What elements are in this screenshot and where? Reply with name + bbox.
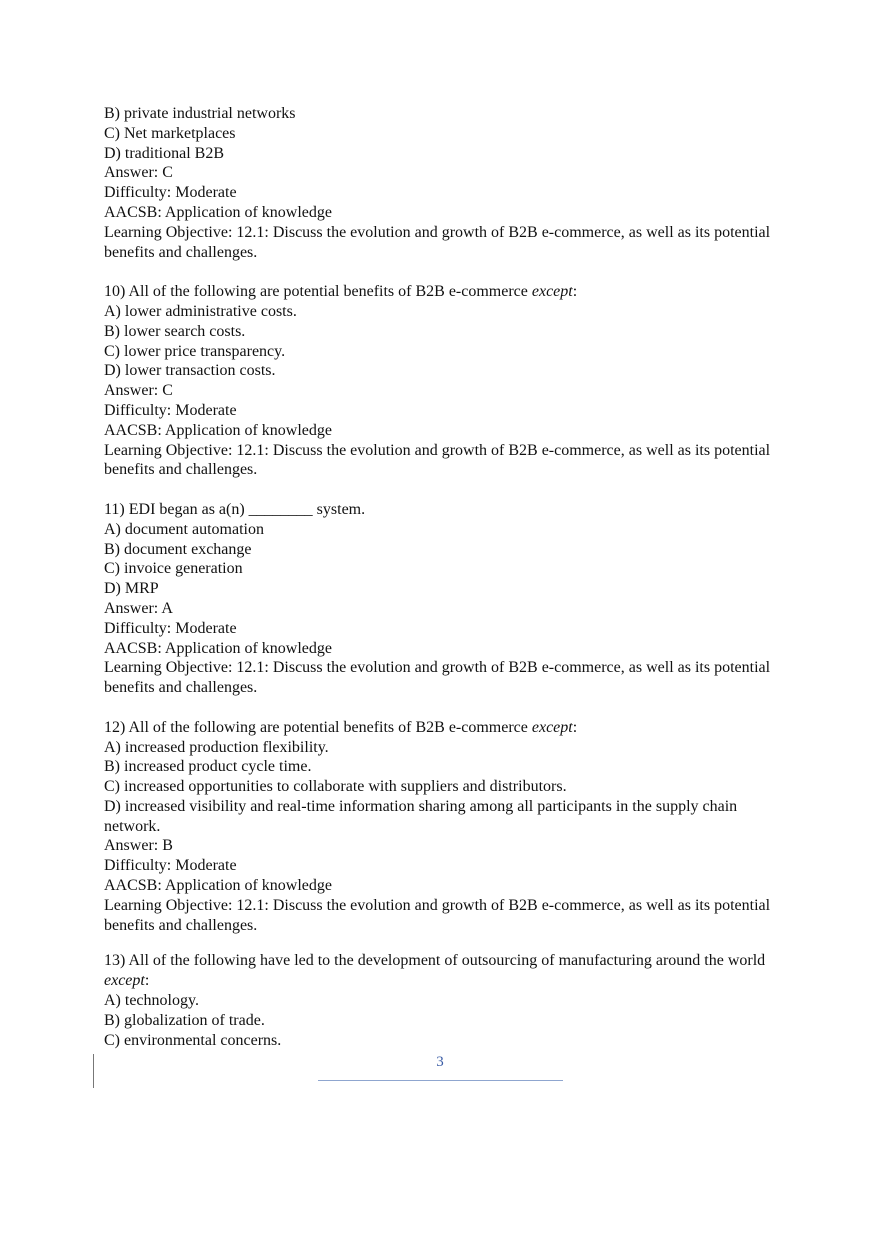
learning-objective: Learning Objective: 12.1: Discuss the evolution and growth of B2B e-commerce, as well as its potential benefits and challenges. (104, 659, 771, 697)
option-d: D) MRP (104, 580, 159, 598)
question-stem: 11) EDI began as a(n) ________ system. (104, 500, 366, 518)
question-10 (104, 282, 784, 480)
option-a: A) lower administrative costs. (104, 302, 297, 320)
difficulty: Difficulty: Moderate (104, 184, 237, 202)
option-d: D) traditional B2B (104, 144, 224, 162)
aacsb: AACSB: Application of knowledge (104, 421, 332, 439)
difficulty: Difficulty: Moderate (104, 857, 237, 875)
option-b: B) globalization of trade. (104, 1011, 265, 1029)
option-a: A) increased production flexibility. (104, 738, 329, 756)
option-a: A) document automation (104, 520, 264, 538)
option-b: B) lower search costs. (104, 322, 246, 340)
option-c: C) increased opportunities to collaborate with suppliers and distributors. (104, 778, 567, 796)
option-b: B) private industrial networks (104, 105, 296, 122)
aacsb: AACSB: Application of knowledge (104, 877, 332, 895)
difficulty: Difficulty: Moderate (104, 619, 237, 637)
option-c: C) lower price transparency. (104, 342, 286, 360)
question-stem: 10) All of the following are potential benefits of B2B e-commerce except: (104, 283, 578, 301)
option-b: B) document exchange (104, 540, 252, 558)
option-c: C) invoice generation (104, 560, 243, 578)
question-11 (104, 500, 784, 698)
question-13 (104, 951, 784, 1050)
aacsb: AACSB: Application of knowledge (104, 639, 332, 657)
question-stem: 12) All of the following are potential benefits of B2B e-commerce except: (104, 718, 578, 736)
answer: Answer: C (104, 382, 173, 400)
option-d: D) lower transaction costs. (104, 362, 276, 380)
question-stem: 13) All of the following have led to the development of outsourcing of manufacturing around the world except: (104, 952, 766, 990)
option-b: B) increased product cycle time. (104, 758, 312, 776)
option-c: C) Net marketplaces (104, 124, 236, 142)
answer: Answer: C (104, 164, 173, 182)
question-content (104, 104, 784, 1050)
learning-objective: Learning Objective: 12.1: Discuss the evolution and growth of B2B e-commerce, as well as its potential benefits and challenges. (104, 223, 771, 261)
option-d: D) increased visibility and real-time information sharing among all participants in the supply chain network. (104, 797, 738, 835)
difficulty: Difficulty: Moderate (104, 401, 237, 419)
option-a: A) technology. (104, 992, 199, 1010)
aacsb: AACSB: Application of knowledge (104, 203, 332, 221)
learning-objective: Learning Objective: 12.1: Discuss the evolution and growth of B2B e-commerce, as well as its potential benefits and challenges. (104, 896, 771, 934)
answer: Answer: A (104, 599, 173, 617)
footer-rule (318, 1080, 563, 1081)
question-12 (104, 718, 784, 936)
option-c: C) environmental concerns. (104, 1031, 282, 1049)
margin-change-bar (93, 1054, 94, 1088)
answer: Answer: B (104, 837, 173, 855)
page-number: 3 (436, 1054, 444, 1070)
learning-objective: Learning Objective: 12.1: Discuss the evolution and growth of B2B e-commerce, as well as its potential benefits and challenges. (104, 441, 771, 479)
question-9-continued (104, 104, 784, 262)
